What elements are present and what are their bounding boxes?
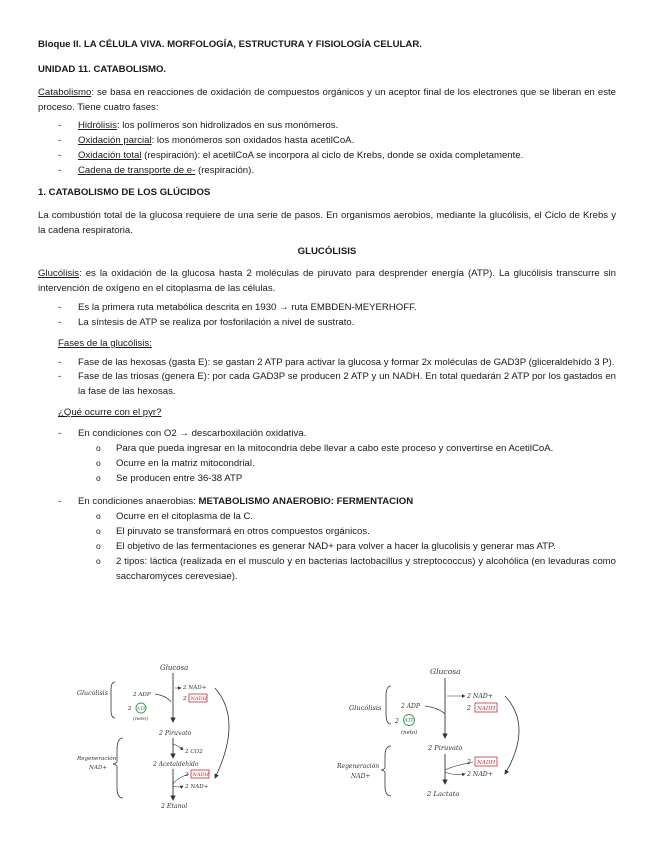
nadh-label-2: NADH: [477, 760, 496, 766]
glucose-label: Glucosa: [430, 667, 461, 676]
section-heading: 1. CATABOLISMO DE LOS GLÚCIDOS: [38, 186, 211, 198]
pyr-aerobic: [38, 427, 616, 486]
net-label: (neto): [401, 730, 418, 736]
pyr-anaerobic: [38, 495, 616, 584]
nad-regen-label: NAD+: [351, 773, 371, 780]
glycolysis-label: Glucólisis: [77, 690, 108, 697]
anaerobic-details: [78, 510, 616, 584]
nadh-count-2: 2: [185, 772, 189, 778]
phases-title: Fases de la glucólisis:: [58, 337, 152, 349]
nad-label-2: 2 NAD+: [467, 771, 493, 778]
glycolysis-label: Glucólisis: [349, 704, 382, 712]
lactic-fermentation-diagram: [335, 662, 535, 802]
list-item: o Se producen entre 36-38 ATP: [78, 472, 616, 487]
unit-title: UNIDAD 11. CATABOLISMO.: [38, 63, 167, 75]
list-item: o 2 tipos: láctica (realizada en el musculo y en bacterias lactobacillus y streptococcus) y alcohólica (en levaduras como saccharomyces cerevesiae).: [78, 555, 616, 585]
document-page: [38, 38, 616, 585]
nadh-label-2: NADH: [192, 772, 209, 778]
nadh-label: NADH: [477, 706, 496, 712]
adp-label: 2 ADP: [133, 692, 151, 698]
list-item: o Ocurre en la matriz mitocondrial.: [78, 457, 616, 472]
list-item: o El objetivo de las fermentaciones es generar NAD+ para volver a hacer la glucolisis y generar mas ATP.: [78, 540, 616, 555]
list-item: - En condiciones con O2 → descarboxilación oxidativa. o Para que pueda ingresar en la mitocondria debe llevar a cabo este proceso y convertirse en AcetilCoA. o Ocurre en la matriz mitocondrial. o Se producen entre 36-38 ATP: [38, 427, 616, 486]
list-item: - Fase de las triosas (genera E): por cada GAD3P se producen 2 ATP y un NADH. En total quedarán 2 ATP por los gastados en la fase de las hexosas.: [38, 370, 616, 400]
section-intro: La combustión total de la glucosa requiere de una serie de pasos. En organismos aerobios, mediante la glucólisis, el Ciclo de Krebs y la cadena respiratoria.: [38, 209, 616, 236]
list-item: - La síntesis de ATP se realiza por fosforilación a nivel de sustrato.: [38, 316, 616, 331]
ethanol-label: 2 Etanol: [161, 803, 188, 810]
regeneration-label: Regeneración: [77, 756, 117, 762]
list-item: - Fase de las hexosas (gasta E): se gastan 2 ATP para activar la glucosa y formar 2x moléculas de GAD3P (gliceraldehído 3 P).: [38, 356, 616, 371]
document-title: Bloque II. LA CÉLULA VIVA. MORFOLOGÍA, ESTRUCTURA Y FISIOLOGÍA CELULAR.: [38, 39, 422, 50]
list-item: - Es la primera ruta metabólica descrita en 1930 → ruta EMBDEN-MEYERHOFF.: [38, 301, 616, 316]
adp-label: 2 ADP: [401, 703, 420, 710]
atp-count: 2: [395, 718, 399, 725]
nad-label: 2 NAD+: [183, 685, 207, 691]
lactate-label: 2 Lactato: [427, 790, 460, 798]
acetaldehyde-label: 2 Acetaldehído: [153, 761, 199, 768]
nadh-count: 2: [467, 705, 471, 712]
list-item: - Hidrólisis: los polímeros son hidrolizados en sus monómeros.: [38, 119, 616, 134]
list-item: - En condiciones anaerobias: METABOLISMO ANAEROBIO: FERMENTACION o Ocurre en el citoplasma de la C. o El piruvato se transformará en otros compuestos orgánicos. o El objetivo de las fermentaciones es generar NAD+ para volver a hacer la glucolisis y generar mas ATP. o 2 tipos: láctica (realizada en el musculo y en bacterias lactobacillus y streptococcus) y alcohólica (en levaduras como saccharomyces cerevesiae).: [38, 495, 616, 584]
glycolysis-phases: [38, 356, 616, 401]
nad-regen-label: NAD+: [89, 765, 108, 771]
net-label: (neto): [133, 716, 149, 722]
nadh-count: 2: [183, 696, 187, 702]
co2-label: 2 CO2: [185, 749, 203, 755]
glycolysis-facts: [38, 301, 616, 331]
nad-label-2: 2 NAD+: [185, 784, 209, 790]
list-item: o El piruvato se transformará en otros compuestos orgánicos.: [78, 525, 616, 540]
list-item: - Cadena de transporte de e- (respiración).: [38, 164, 616, 179]
nadh-label: NADH: [190, 696, 207, 702]
atp-label: ATP: [404, 718, 415, 724]
catabolism-phases: [38, 119, 616, 178]
pyr-title: ¿Qué ocurre con el pyr?: [58, 407, 162, 419]
glycolysis-heading: GLUCÓLISIS: [297, 246, 357, 258]
alcoholic-fermentation-diagram: [75, 660, 250, 810]
aerobic-details: [78, 442, 616, 487]
pyruvate-label: 2 Piruvato: [428, 744, 463, 752]
nadh-count-2: 2: [467, 759, 471, 766]
list-item: - Oxidación total (respiración): el acetilCoA se incorpora al ciclo de Krebs, donde se oxida completamente.: [38, 149, 616, 164]
glucose-label: Glucosa: [160, 664, 189, 672]
list-item: - Oxidación parcial: los monómeros son oxidados hasta acetilCoA.: [38, 134, 616, 149]
pyruvate-label: 2 Piruvato: [159, 730, 192, 737]
nad-label: 2 NAD+: [467, 693, 493, 700]
atp-count: 2: [128, 706, 132, 712]
regeneration-label: Regeneración: [337, 763, 380, 770]
catabolism-definition: Catabolismo: se basa en reacciones de oxidación de compuestos orgánicos y un aceptor final de los electrones que se liberan en este proceso. Tiene cuatro fases:: [38, 86, 616, 113]
atp-label: ATP: [136, 706, 147, 712]
glycolysis-definition: Glucólisis: es la oxidación de la glucosa hasta 2 moléculas de piruvato para desprender energía (ATP). La glucólisis transcurre sin intervención de oxígeno en el citoplasma de las células.: [38, 268, 616, 295]
list-item: o Ocurre en el citoplasma de la C.: [78, 510, 616, 525]
list-item: o Para que pueda ingresar en la mitocondria debe llevar a cabo este proceso y convertirse en AcetilCoA.: [78, 442, 616, 457]
